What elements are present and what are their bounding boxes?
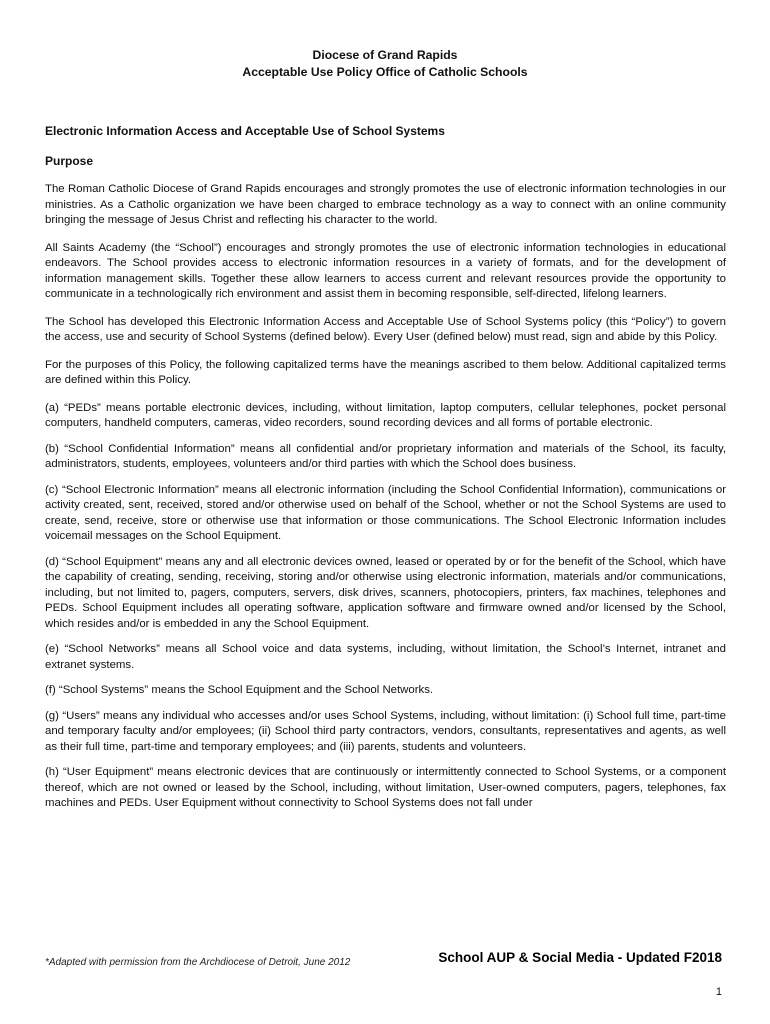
paragraph-policy: The School has developed this Electronic Information Access and Acceptable Use of School Systems policy (this “Policy”) to govern the access, use and security of School Systems (defined below). Every User (defined below) must read, sign and abide by this Policy.: [45, 315, 726, 343]
page-number: 1: [715, 986, 722, 998]
definition-school-electronic-information: (c) “School Electronic Information” means all electronic information (including the School Confidential Information), communications or activity created, sent, received, stored and/or otherwise used on behalf of the School, whether or not the School Systems are used to create, send, receive, store or otherwise use that information or those communications. The School Electronic Information includes voicemail messages on the School Equipment.: [45, 483, 726, 542]
definition-school-systems: (f) “School Systems” means the School Equipment and the School Networks.: [45, 684, 434, 696]
document-header: [0, 47, 770, 81]
definition-school-equipment: (d) “School Equipment” means any and all electronic devices owned, leased or operated by or for the benefit of the School, which have the capability of creating, sending, receiving, storing and/or otherwise using electronic information, materials and/or communications, including, but not limited to, pagers, computers, servers, disk drives, scanners, photocopiers, printers, fax machines, telephones and PEDs. School Equipment includes all operating software, application software and firmware owned and/or licensed by the School, which resides and/or is embedded in any the School Equipment.: [45, 555, 726, 630]
header-diocese: Diocese of Grand Rapids: [312, 48, 458, 62]
paragraph-definitions-intro: For the purposes of this Policy, the following capitalized terms have the meanings ascribed to them below. Additional capitalized terms are defined within this Policy.: [45, 358, 726, 386]
purpose-heading: Purpose: [45, 153, 94, 168]
definition-users: (g) “Users” means any individual who accesses and/or uses School Systems, including, without limitation: (i) School full time, part-time and temporary faculty and/or employees; (ii) School third party contractors, vendors, consultants, representatives and agents, as well as their full time, part-time and temporary employees; and (iii) parents, students and volunteers.: [45, 709, 726, 753]
footer-document-title: School AUP & Social Media - Updated F2018: [438, 950, 722, 965]
document-body: [45, 124, 726, 822]
paragraph-school: All Saints Academy (the “School”) encourages and strongly promotes the use of electronic information technologies in educational endeavors. The School provides access to electronic information resources in a variety of formats, and for the development of information management skills. Together these allow learners to access current and relevant resources provide the opportunity to communicate in a technologically rich environment and assist them in becoming responsible, self-directed, lifelong learners.: [45, 241, 726, 300]
header-office: Acceptable Use Policy Office of Catholic Schools: [242, 65, 528, 79]
definition-peds: (a) “PEDs” means portable electronic devices, including, without limitation, laptop computers, cellular telephones, pocket personal computers, handheld computers, cameras, video recorders, sound recording devices and all forms of portable electronic.: [45, 401, 726, 429]
paragraph-diocese: The Roman Catholic Diocese of Grand Rapids encourages and strongly promotes the use of electronic information technologies in our ministries. As a Catholic organization we have been charged to embrace technology as a way to connect with an online community bringing the message of Jesus Christ and reflecting his character to the world.: [45, 183, 726, 226]
definition-school-networks: (e) “School Networks” means all School voice and data systems, including, without limitation, the School’s Internet, intranet and extranet systems.: [45, 643, 726, 671]
definition-user-equipment: (h) “User Equipment” means electronic devices that are continuously or intermittently connected to School Systems, or a component thereof, which are not owned or leased by the School, including, without limitation, User-owned computers, pagers, telephones, fax machines and PEDs. User Equipment without connectivity to School Systems does not fall under: [45, 766, 726, 809]
footer-attribution: *Adapted with permission from the Archdiocese of Detroit, June 2012: [45, 957, 351, 968]
section-title: Electronic Information Access and Acceptable Use of School Systems: [45, 124, 445, 138]
definition-school-confidential-information: (b) “School Confidential Information” means all confidential and/or proprietary information and materials of the School, its faculty, administrators, students, employees, volunteers and/or third parties with which the School does business.: [45, 442, 726, 470]
